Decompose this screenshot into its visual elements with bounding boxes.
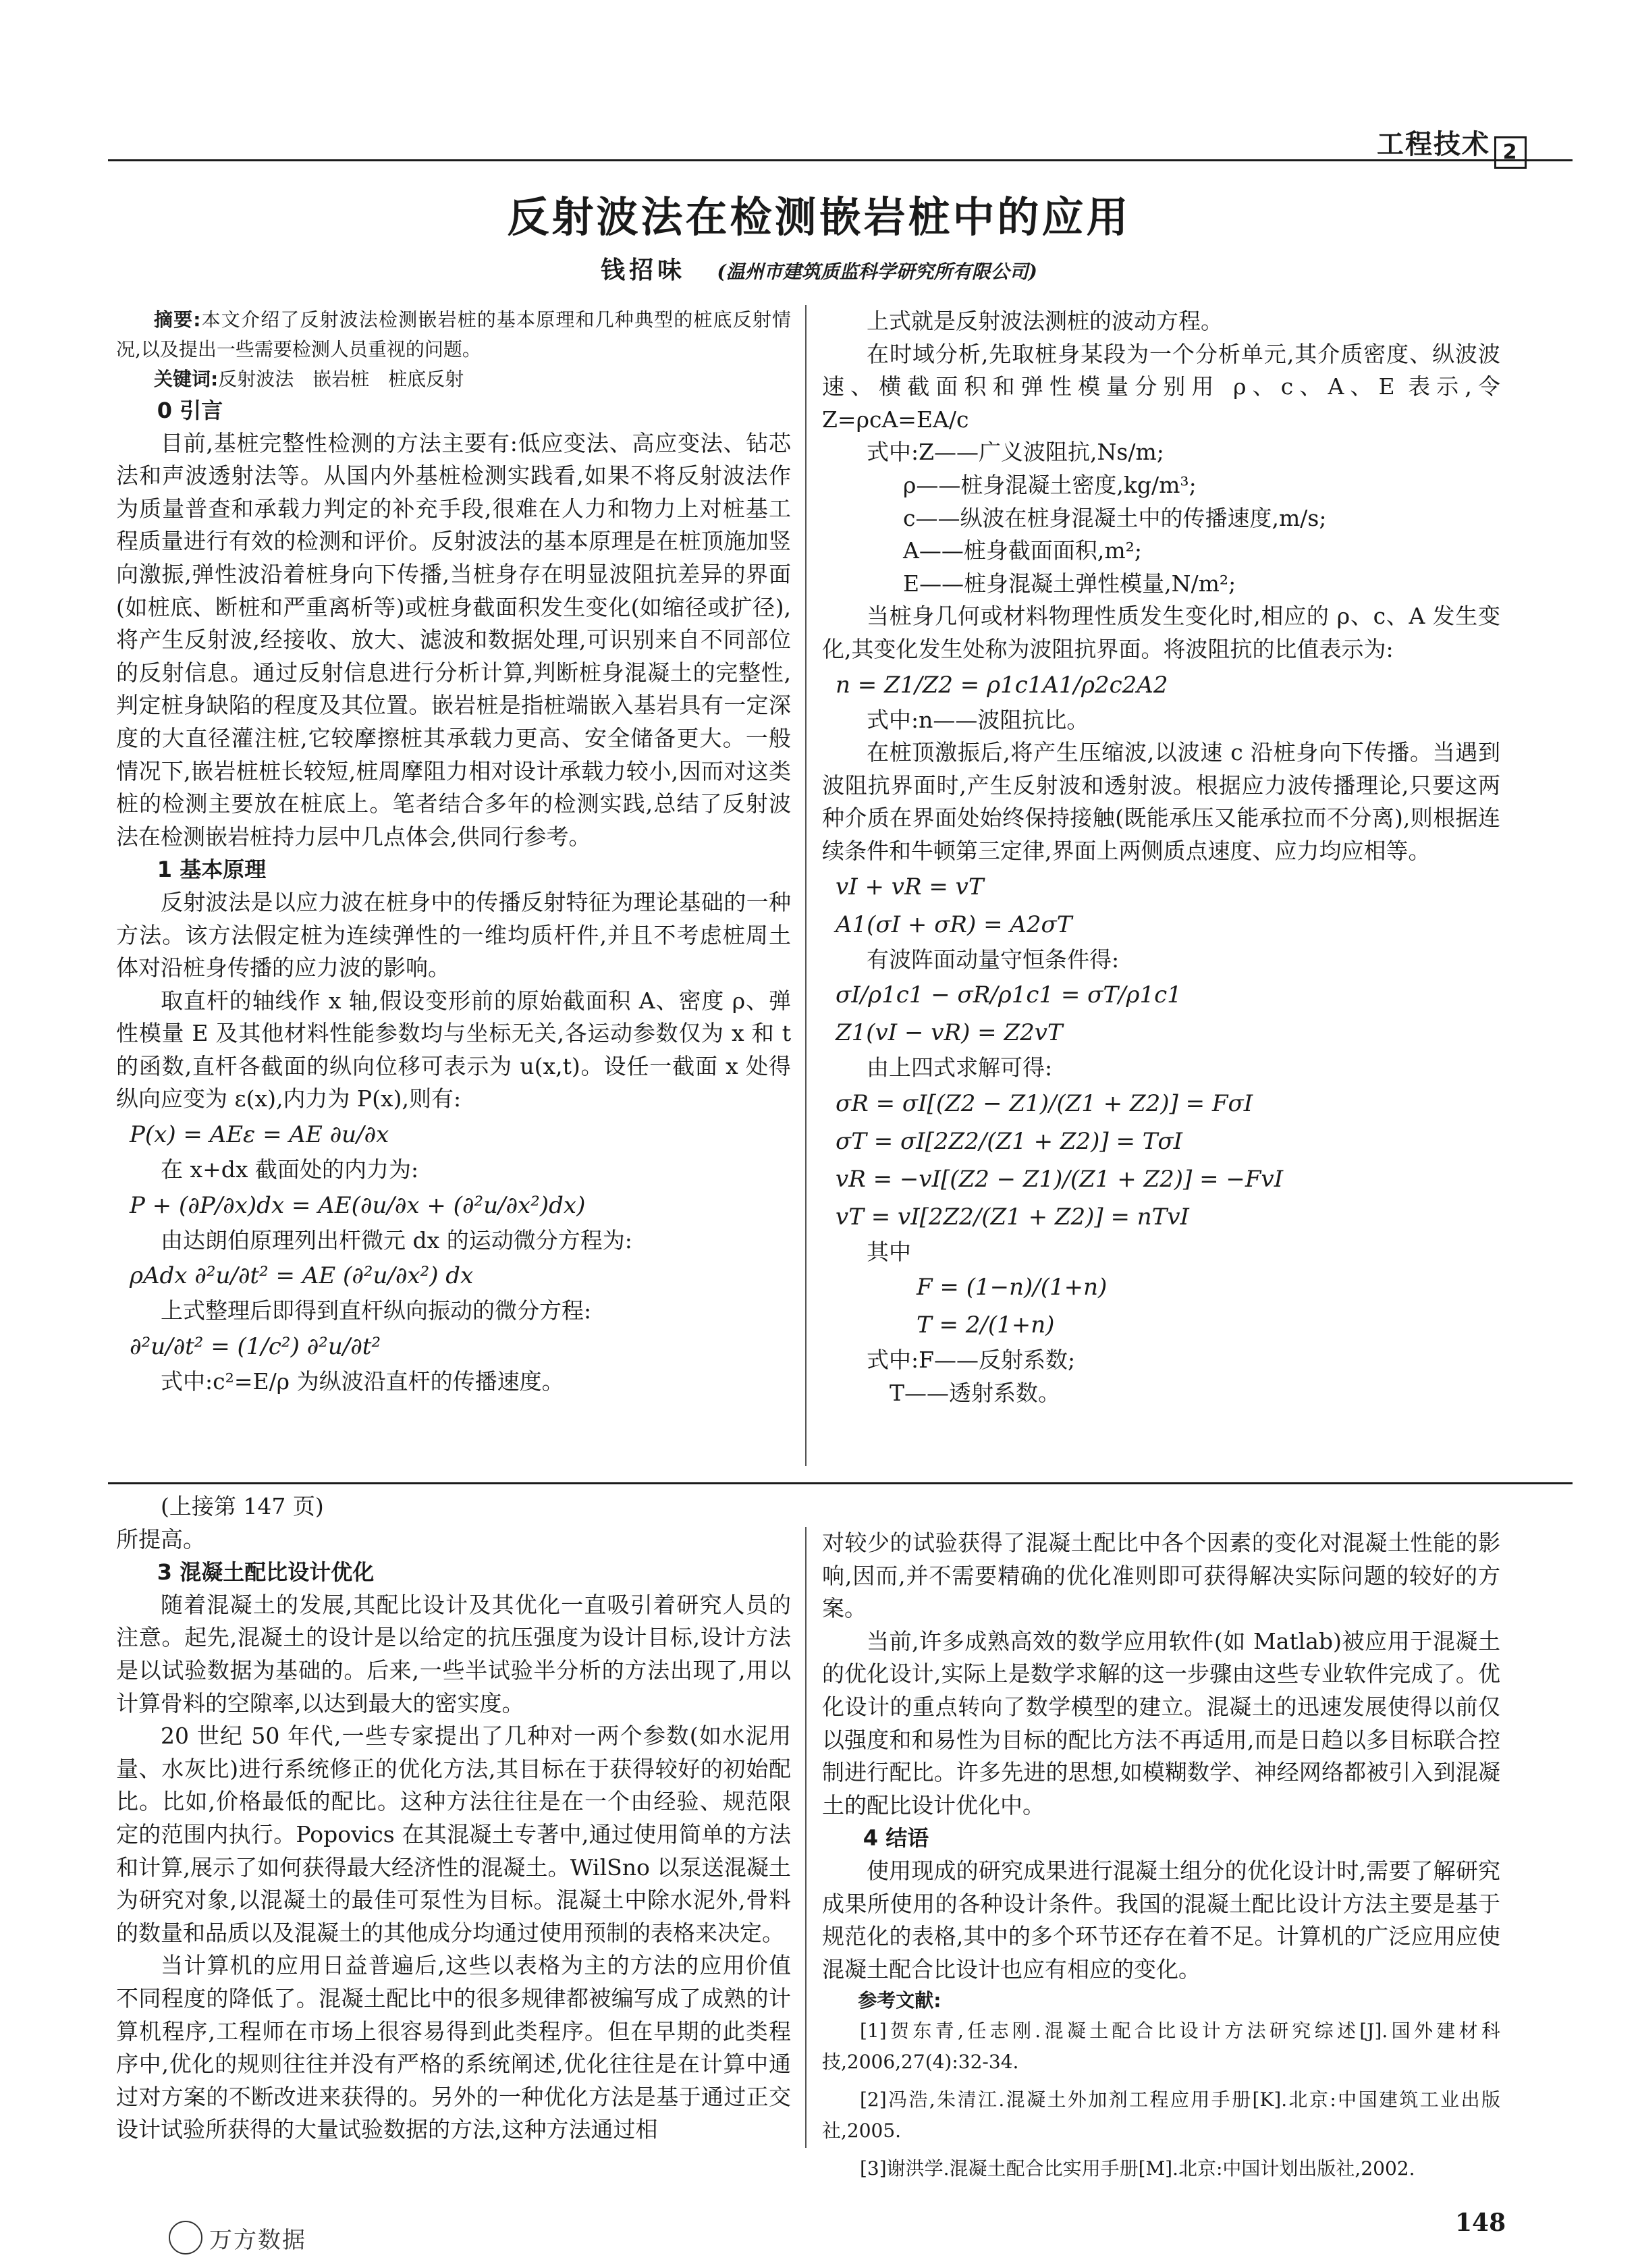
section-label: 工程技术 [1377, 129, 1490, 160]
header-rule [108, 159, 1573, 161]
definition-a: A——桩身截面面积,m²; [903, 537, 1142, 564]
watermark-logo-icon [169, 2221, 202, 2254]
text-solve: 由上四式求解可得: [867, 1054, 1053, 1081]
continued-note: (上接第 147 页) [161, 1493, 324, 1519]
optimization-paragraph-1: 随着混凝土的发展,其配比设计及其优化一直吸引着研究人员的注意。起先,混凝土的设计是以给定的抗压强度为设计目标,设计方法是以试验数据为基础的。后来,一些半试验半分析的方法出现了,用以计算骨料的空隙率,以达到最大的密实度。 [116, 1591, 791, 1717]
text-dalembert: 由达朗伯原理列出杆微元 dx 的运动微分方程为: [161, 1226, 632, 1253]
equation-v-t: vT = vI[2Z2/(Z1 + Z2)] = nTvI [836, 1203, 1189, 1231]
principle-paragraph-1: 反射波法是以应力波在桩身中的传播反射特征为理论基础的一种方法。该方法假定桩为连续弹性的一维均质杆件,并且不考虑桩周土体对沿桩身传播的应力波的影响。 [116, 888, 791, 981]
lower-right-column [822, 1527, 1500, 2191]
equation-v-r: vR = −vI[(Z2 − Z1)/(Z1 + Z2)] = −FvI [836, 1165, 1284, 1193]
watermark-text: 万方数据 [209, 2227, 306, 2254]
optimization-paragraph-5: 当前,许多成熟高效的数学应用软件(如 Matlab)被应用于混凝土的优化设计,实际上是数学求解的这一步骤由这些专业软件完成了。优化设计的重点转向了数学模型的建立。混凝土的迅速发展使得以前仅以强度和和易性为目标的配比方法不再适用,而是日趋以多目标联合控制进行配比。许多先进的思想,如模糊数学、神经网络都被引入到混凝土的配比设计优化中。 [822, 1627, 1500, 1818]
heading-intro: 0 引言 [157, 398, 223, 423]
abstract [116, 305, 791, 364]
article-title: 反射波法在检测嵌岩桩中的应用 [507, 192, 1131, 242]
definition-n: 式中:n——波阻抗比。 [867, 706, 1089, 733]
heading-optimization: 3 混凝土配比设计优化 [157, 1559, 375, 1586]
equation-wave: ∂²u/∂t² = (1/c²) ∂²u/∂t² [130, 1332, 381, 1360]
equation-force-balance: A1(σI + σR) = A2σT [836, 911, 1072, 938]
heading-principle: 1 基本原理 [157, 857, 267, 883]
equation-motion: ρAdx ∂²u/∂t² = AE (∂²u/∂x²) dx [130, 1262, 474, 1290]
intro-paragraph: 目前,基桩完整性检测的方法主要有:低应变法、高应变法、钻芯法和声波透射法等。从国内外基桩检测实践看,如果不将反射波法作为质量普查和承载力判定的补充手段,很难在人力和物力上对桩基工程质量进行有效的检测和评价。反射波法的基本原理是在桩顶施加竖向激振,弹性波沿着桩身向下传播,当桩身存在明显波阻抗差异的界面(如桩底、断桩和严重离析等)或桩身截面积发生变化(如缩径或扩径),将产生反射波,经接收、放大、滤波和数据处理,可识别来自不同部位的反射信息。通过反射信息进行分析计算,判断桩身混凝土的完整性,判定桩身缺陷的程度及其位置。嵌岩桩是指桩端嵌入基岩具有一定深度的大直径灌注桩,它较摩擦桩其承载力更高、安全储备更大。一般情况下,嵌岩桩桩长较短,桩周摩阻力相对设计承载力较小,因而对这类桩的检测主要放在桩底上。笔者结合多年的检测实践,总结了反射波法在检测嵌岩桩持力层中几点体会,供同行参考。 [116, 429, 791, 850]
text-reflection: 在桩顶激振后,将产生压缩波,以波速 c 沿桩身向下传播。当遇到波阻抗界面时,产生反射波和透射波。根据应力波传播理论,只要这两种介质在界面处始终保持接触(既能承压又能承拉而不分离),则根据连续条件和牛顿第三定律,界面上两侧质点速度、应力均应相等。 [822, 739, 1500, 864]
section-rule [108, 1482, 1573, 1484]
author-affiliation: (温州市建筑质监科学研究所有限公司) [717, 261, 1037, 283]
continued-text: 所提高。 [116, 1526, 205, 1552]
heading-conclusion: 4 结语 [863, 1825, 929, 1852]
text-wave-speed: 式中:c²=E/ρ 为纵波沿直杆的传播速度。 [161, 1368, 564, 1395]
column-divider-lower [805, 1527, 807, 2148]
principle-paragraph-2: 取直杆的轴线作 x 轴,假设变形前的原始截面积 A、密度 ρ、弹性模量 E 及其他材料性能参数均与坐标无关,各运动参数仅为 x 和 t 的函数,直杆各截面的纵向位移可表示为 u(x,t)。设任一截面 x 处得纵向应变为 ε(x),内力为 P(x),则有: [116, 987, 791, 1112]
references-label: 参考文献: [858, 1989, 941, 2012]
text-wave-equation: 上式就是反射波法测桩的波动方程。 [867, 308, 1223, 334]
upper-left-column [116, 305, 791, 1398]
column-divider-upper [805, 305, 807, 1466]
equation-dx-force: P + (∂P/∂x)dx = AE(∂u/∂x + (∂²u/∂x²)dx) [130, 1191, 586, 1219]
watermark [169, 2221, 306, 2254]
reference-item: [1]贺东青,任志刚.混凝土配合比设计方法研究综述[J].国外建材科技,2006,27(4):32-34. [822, 2020, 1500, 2074]
conclusion-paragraph: 使用现成的研究成果进行混凝土组分的优化设计时,需要了解研究成果所使用的各种设计条件。我国的混凝土配比设计方法主要是基于规范化的表格,其中的多个环节还存在着不足。计算机的广泛应用应使混凝土配合比设计也应有相应的变化。 [822, 1857, 1500, 1982]
optimization-paragraph-3: 当计算机的应用日益普遍后,这些以表格为主的方法的应用价值不同程度的降低了。混凝土配比中的很多规律都被编写成了成熟的计算机程序,工程师在市场上很容易得到此类程序。但在早期的此类程序中,优化的规则往往并没有严格的系统阐述,优化往往是在计算中通过对方案的不断改进来获得的。另外的一种优化方法是基于通过正交设计试验所获得的大量试验数据的方法,这种方法通过相 [116, 1952, 791, 2143]
definition-t: T——透射系数。 [890, 1379, 1061, 1406]
optimization-paragraph-2: 20 世纪 50 年代,一些专家提出了几种对一两个参数(如水泥用量、水灰比)进行系统修正的优化方法,其目标在于获得较好的初始配比。比如,价格最低的配比。这种方法往往是在一个由经验、规范限定的范围内执行。Popovics 在其混凝土专著中,通过使用简单的方法和计算,展示了如何获得最大经济性的混凝土。WilSno 以泵送混凝土为研究对象,以混凝土的最佳可泵性为目标。混凝土中除水泥外,骨料的数量和品质以及混凝土的其他成分均通过使用预制的表格来决定。 [116, 1723, 791, 1946]
text-where: 其中 [867, 1238, 911, 1265]
reference-list [822, 2016, 1500, 2184]
text-impedance-def: 在时域分析,先取桩身某段为一个分析单元,其介质密度、纵波波速、横截面积和弹性模量分别用 ρ、c、A、E 表示,令 Z=ρcA=EA/c [822, 340, 1500, 433]
keywords-text: 反射波法 嵌岩桩 桩底反射 [218, 368, 464, 390]
author-line [0, 251, 1638, 286]
abstract-label: 摘要: [154, 308, 201, 331]
section-tag [1377, 123, 1527, 169]
reference-item: [2]冯浩,朱清江.混凝土外加剂工程应用手册[K].北京:中国建筑工业出版社,2005. [822, 2088, 1500, 2142]
equation-momentum: σI/ρ1c1 − σR/ρ1c1 = σT/ρ1c1 [836, 981, 1182, 1009]
author-name: 钱招味 [601, 256, 686, 284]
optimization-paragraph-4: 对较少的试验获得了混凝土配比中各个因素的变化对混凝土性能的影响,因而,并不需要精确的优化准则即可获得解决实际问题的较好的方案。 [822, 1530, 1500, 1622]
equation-velocity-continuity: vI + vR = vT [836, 873, 984, 900]
page-number: 148 [1455, 2209, 1506, 2237]
definition-e: E——桩身混凝土弹性模量,N/m²; [903, 570, 1236, 597]
equation-impedance-velocity: Z1(vI − vR) = Z2vT [836, 1019, 1063, 1047]
keywords [116, 364, 791, 394]
abstract-text: 本文介绍了反射波法检测嵌岩桩的基本原理和几种典型的桩底反射情况,以及提出一些需要检测人员重视的问题。 [116, 308, 791, 360]
equation-impedance-ratio: n = Z1/Z2 = ρ1c1A1/ρ2c2A2 [836, 671, 1168, 699]
keywords-label: 关键词: [154, 368, 219, 390]
text-impedance-interface: 当桩身几何或材料物理性质发生变化时,相应的 ρ、c、A 发生变化,其变化发生处称为波阻抗界面。将波阻抗的比值表示为: [822, 603, 1500, 662]
lower-left-column [116, 1490, 791, 2146]
text-momentum: 有波阵面动量守恒条件得: [867, 946, 1120, 973]
definition-f: 式中:F——反射系数; [867, 1347, 1076, 1374]
equation-f: F = (1−n)/(1+n) [917, 1274, 1108, 1301]
definition-c: c——纵波在桩身混凝土中的传播速度,m/s; [903, 504, 1327, 531]
upper-right-column [822, 305, 1500, 1409]
text-dx-force: 在 x+dx 截面处的内力为: [161, 1156, 419, 1183]
reference-item: [3]谢洪学.混凝土配合比实用手册[M].北京:中国计划出版社,2002. [860, 2157, 1415, 2180]
equation-sigma-t: σT = σI[2Z2/(Z1 + Z2)] = TσI [836, 1127, 1183, 1155]
definition-rho: ρ——桩身混凝土密度,kg/m³; [903, 471, 1197, 498]
equation-sigma-r: σR = σI[(Z2 − Z1)/(Z1 + Z2)] = FσI [836, 1089, 1253, 1117]
text-wave-eq-intro: 上式整理后即得到直杆纵向振动的微分方程: [161, 1297, 592, 1324]
equation-internal-force: P(x) = AEε = AE ∂u/∂x [130, 1121, 389, 1149]
equation-t: T = 2/(1+n) [917, 1312, 1055, 1339]
section-mark: 2 [1494, 136, 1527, 169]
definition-z: 式中:Z——广义波阻抗,Ns/m; [867, 439, 1164, 466]
